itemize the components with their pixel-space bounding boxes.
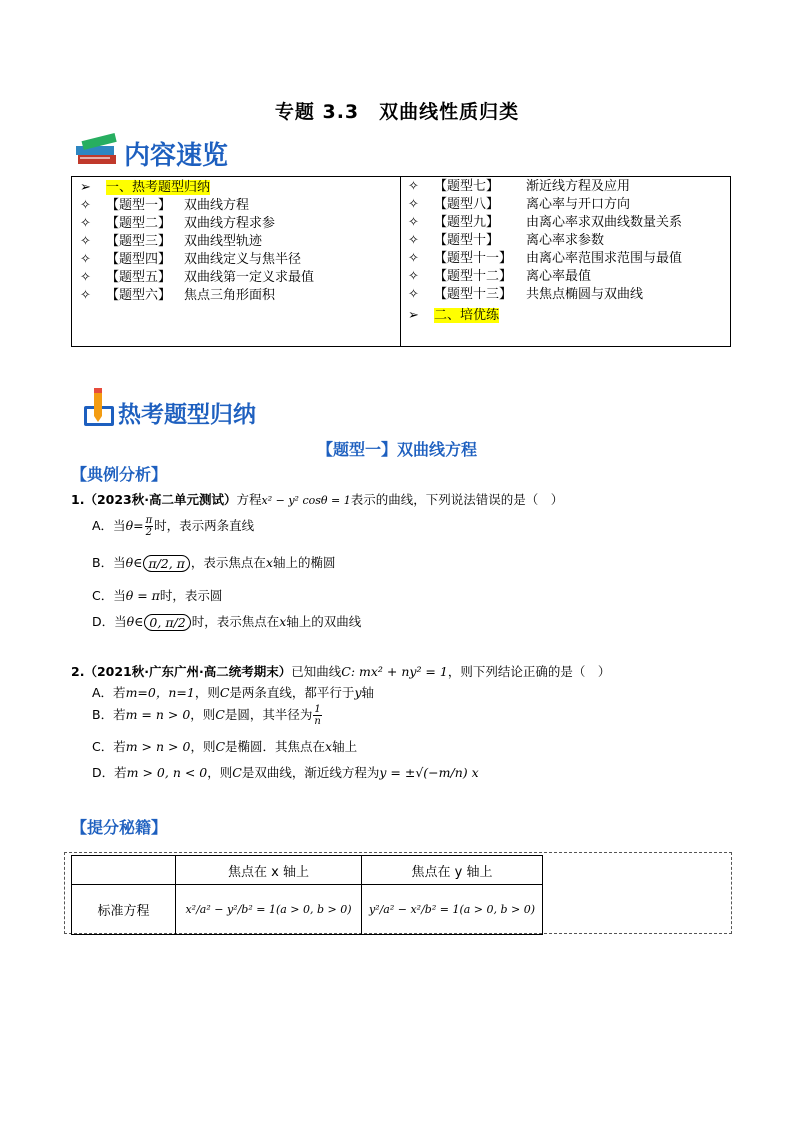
example-label: 【典例分析】 [71, 465, 168, 484]
toc-item[interactable]: ✧ 【题型二】 双曲线方程求参 [80, 216, 276, 231]
books-icon [74, 133, 122, 173]
toc-item[interactable]: ✧ 【题型一】 双曲线方程 [80, 198, 250, 213]
toc-item[interactable]: ✧ 【题型六】 焦点三角形面积 [80, 288, 276, 303]
q2-option-c[interactable]: C．若m > n > 0，则C是椭圆．其焦点在x轴上 [92, 739, 358, 754]
table-eq-x: x²/a² − y²/b² = 1(a > 0, b > 0) [176, 885, 362, 935]
toc-item[interactable]: ✧ 【题型四】 双曲线定义与焦半径 [80, 252, 302, 267]
toc-section-advanced[interactable]: 二、培优练 [434, 308, 500, 323]
banner-content-overview: 内容速览 [124, 141, 229, 171]
standard-equation-table [71, 855, 543, 935]
tips-label: 【提分秘籍】 [71, 818, 168, 837]
toc-left-header: ➢ 一、热考题型归纳 [80, 180, 211, 195]
table-header-empty [72, 856, 176, 885]
table-eq-y: y²/a² − x²/b² = 1(a > 0, b > 0) [362, 885, 543, 935]
question-1: 1.（2023秋·高二单元测试）方程x² − y² cosθ = 1表示的曲线，下列说法错误的是（ ） [71, 492, 564, 507]
section-title: 【题型一】双曲线方程 [316, 440, 477, 459]
q1-option-a[interactable]: A．当θ= $\frac{\pi}{2}$ 时，表示两条直线 [92, 515, 255, 538]
table-row-label: 标准方程 [72, 885, 176, 935]
banner-hot-topics: 热考题型归纳 [118, 402, 256, 428]
page-title: 专题 3.3 双曲线性质归类 [274, 101, 520, 123]
q1-option-b[interactable]: B．当θ∈ π/2, π ，表示焦点在x轴上的椭圆 [92, 555, 336, 571]
q1-option-d[interactable]: D．当θ∈ 0, π/2 时，表示焦点在x轴上的双曲线 [92, 614, 362, 630]
table-header-y-axis: 焦点在 y 轴上 [362, 856, 543, 885]
toc-box [71, 176, 731, 347]
table-header-x-axis: 焦点在 x 轴上 [176, 856, 362, 885]
pencil-book-icon [80, 386, 120, 434]
toc-item[interactable]: ✧ 【题型九】 由离心率求双曲线数量关系 [408, 215, 683, 230]
toc-item[interactable]: ✧ 【题型十】 离心率求参数 [408, 233, 605, 248]
toc-right-header: ➢ 二、培优练 [408, 308, 500, 323]
toc-section-hot[interactable]: 一、热考题型归纳 [106, 180, 211, 195]
toc-item[interactable]: ✧ 【题型十二】 离心率最值 [408, 269, 592, 284]
toc-item[interactable]: ✧ 【题型十三】 共焦点椭圆与双曲线 [408, 287, 644, 302]
q2-option-b[interactable]: B．若m = n > 0，则C是圆，其半径为 $\frac{1}{n}$ [92, 704, 321, 727]
toc-item[interactable]: ✧ 【题型八】 离心率与开口方向 [408, 197, 631, 212]
toc-item[interactable]: ✧ 【题型十一】 由离心率范围求范围与最值 [408, 251, 683, 266]
toc-item[interactable]: ✧ 【题型三】 双曲线型轨迹 [80, 234, 263, 249]
toc-item[interactable]: ✧ 【题型七】 渐近线方程及应用 [408, 179, 631, 194]
q2-option-d[interactable]: D．若m > 0, n < 0，则C是双曲线，渐近线方程为y = ±√(−m/n) x [92, 765, 479, 780]
toc-item[interactable]: ✧ 【题型五】 双曲线第一定义求最值 [80, 270, 315, 285]
q2-option-a[interactable]: A．若m=0，n=1，则C是两条直线，都平行于y轴 [92, 685, 375, 700]
q1-option-c[interactable]: C．当θ = π时，表示圆 [92, 588, 223, 603]
question-2: 2.（2021秋·广东广州·高二统考期末）已知曲线C: mx² + ny² = 1，则下列结论正确的是（ ） [71, 664, 611, 679]
toc-divider [400, 177, 401, 346]
